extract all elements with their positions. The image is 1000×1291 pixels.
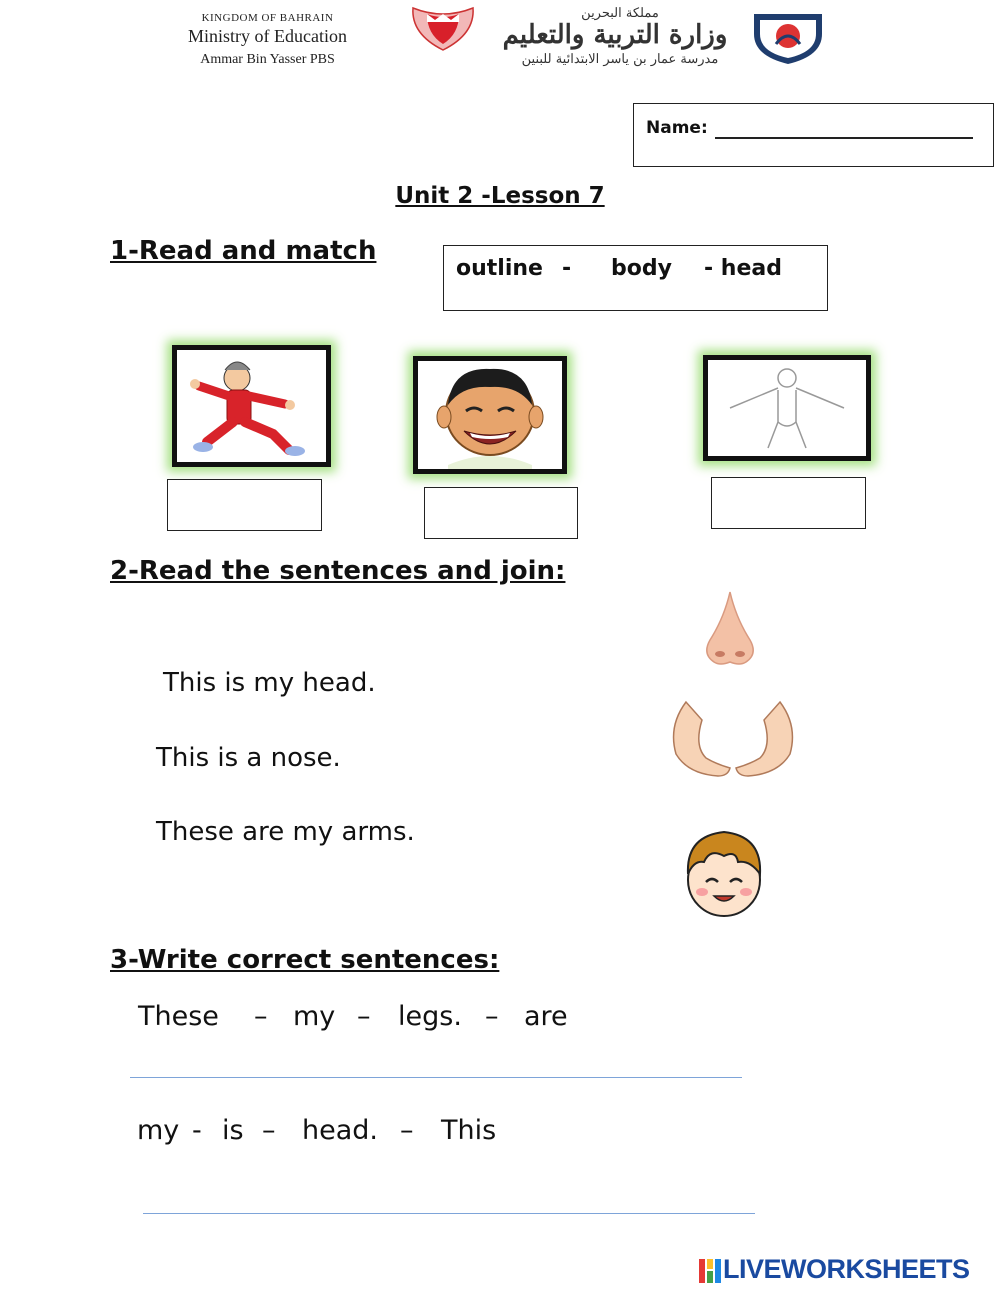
scrambled-separator: – (262, 1115, 276, 1146)
picture-frame-body (172, 345, 331, 467)
section2-heading: 2-Read the sentences and join: (110, 556, 566, 586)
scrambled-word: legs. (398, 1001, 462, 1032)
liveworksheets-brand[interactable]: LIVEWORKSHEETS (723, 1254, 970, 1284)
header-arabic-ministry: وزارة التربية والتعليم (502, 20, 728, 50)
answer-line-1[interactable] (130, 1077, 742, 1078)
running-boy-icon (177, 350, 326, 462)
word-body: body (611, 256, 672, 281)
scrambled-word: These (138, 1001, 219, 1032)
boy-face-cartoon-icon[interactable] (680, 826, 768, 920)
bahrain-emblem-icon (405, 4, 481, 52)
picture-frame-head (413, 356, 567, 474)
name-input-line[interactable] (715, 137, 973, 139)
scrambled-separator: – (400, 1115, 414, 1146)
header-arabic-kingdom: مملكة البحرين (581, 6, 659, 21)
word-outline: outline (456, 256, 543, 281)
scrambled-separator: – (254, 1001, 268, 1032)
sentence-head[interactable]: This is my head. (163, 668, 376, 698)
picture-frame-outline (703, 355, 871, 461)
body-outline-icon (708, 360, 866, 456)
answer-line-2[interactable] (143, 1213, 755, 1214)
section3-heading: 3-Write correct sentences: (110, 945, 500, 975)
answer-box-2[interactable] (424, 487, 578, 539)
header-school: Ammar Bin Yasser PBS (200, 52, 335, 67)
header-arabic-school: مدرسة عمار بن ياسر الابتدائية للبنين (521, 52, 719, 67)
scrambled-word: head. (302, 1115, 378, 1146)
scrambled-word: is (222, 1115, 244, 1146)
boy-face-icon (418, 361, 562, 469)
liveworksheets-logo-icon (699, 1259, 721, 1283)
name-label: Name: (646, 118, 708, 138)
nose-icon[interactable] (700, 588, 760, 670)
scrambled-word: are (524, 1001, 568, 1032)
scrambled-separator: - (192, 1115, 202, 1146)
scrambled-word: This (441, 1115, 497, 1146)
header-ministry: Ministry of Education (188, 26, 347, 46)
page-title: Unit 2 -Lesson 7 (395, 183, 605, 209)
school-crest-icon (748, 8, 828, 66)
section1-heading: 1-Read and match (110, 236, 377, 266)
sentence-nose[interactable]: This is a nose. (156, 743, 341, 773)
scrambled-separator: – (485, 1001, 499, 1032)
scrambled-separator: – (357, 1001, 371, 1032)
sentence-arms[interactable]: These are my arms. (156, 817, 415, 847)
scrambled-word: my (293, 1001, 336, 1032)
answer-box-3[interactable] (711, 477, 866, 529)
arms-icon[interactable] (664, 696, 802, 786)
scrambled-word: my (137, 1115, 180, 1146)
word-head: - head (704, 256, 782, 281)
header-kingdom: KINGDOM OF BAHRAIN (201, 12, 334, 24)
word-separator: - (562, 256, 572, 281)
answer-box-1[interactable] (167, 479, 322, 531)
